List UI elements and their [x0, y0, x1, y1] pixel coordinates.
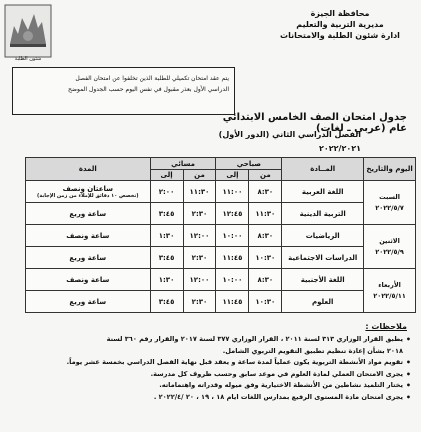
- notes-heading: ملاحظات :: [365, 322, 407, 331]
- duration-cell: ساعة وربع: [26, 203, 151, 225]
- header-evening: مسائي: [150, 158, 216, 170]
- subject-cell: اللغة الأجنبية: [282, 269, 364, 291]
- morning-to-cell: ١٠:٠٠: [216, 225, 249, 247]
- administration-logo: [4, 4, 52, 58]
- morning-from-cell: ٨:٣٠: [249, 225, 282, 247]
- table-row: [26, 269, 416, 291]
- subject-cell: اللغة العربية: [282, 181, 364, 203]
- morning-from-cell: ٨:٣٠: [249, 181, 282, 203]
- table-row: [26, 203, 416, 225]
- header-duration: المدة: [26, 158, 151, 181]
- header-administration: ادارة شئون الطلبة والامتحانات: [280, 31, 400, 40]
- header-directorate: مديرية التربية والتعليم: [296, 20, 384, 29]
- duration-cell: ساعة وربع: [26, 291, 151, 313]
- header-subject: المــادة: [282, 158, 364, 181]
- morning-to-cell: ١٢:٤٥: [216, 203, 249, 225]
- morning-to-cell: ١١:٠٠: [216, 181, 249, 203]
- day-name: الاثنين: [379, 236, 400, 245]
- day-name: الأربعاء: [378, 280, 401, 289]
- duration-cell: ساعة ونصف: [26, 225, 151, 247]
- table-row: [26, 291, 416, 313]
- morning-to-cell: ١٠:٠٠: [216, 269, 249, 291]
- notice-line-2: الدراسي الأول بعذر مقبول في نفس اليوم حسب الجدول الموضح: [68, 86, 229, 93]
- morning-to-cell: ١١:٤٥: [216, 291, 249, 313]
- evening-to-cell: ٣:٤٥: [150, 203, 183, 225]
- morning-from-cell: ١٠:٣٠: [249, 291, 282, 313]
- evening-from-cell: ٢:٣٠: [183, 247, 216, 269]
- header-block: [265, 8, 415, 41]
- duration-cell: ساعة وربع: [26, 247, 151, 269]
- morning-from-cell: ١٠:٣٠: [249, 247, 282, 269]
- header-governorate: محافظة الجيزة: [310, 9, 370, 18]
- evening-to-cell: ٣:٤٥: [150, 291, 183, 313]
- evening-to-cell: ٢:٠٠: [150, 181, 183, 203]
- duration-cell: [26, 181, 151, 203]
- schedule-year: ٢٠٢٢/٢٠٢١: [319, 144, 361, 153]
- day-cell: [364, 225, 416, 269]
- duration-text: ساعتان ونصف: [62, 184, 113, 193]
- logo-caption: شئون الطلبة: [14, 56, 42, 62]
- header-evening-from: من: [183, 170, 216, 181]
- header-morning-to: إلى: [216, 170, 249, 181]
- subject-cell: العلوم: [282, 291, 364, 313]
- evening-from-cell: ١٢:٠٠: [183, 225, 216, 247]
- subject-cell: التربية الدينية: [282, 203, 364, 225]
- day-name: السبت: [379, 192, 400, 201]
- duration-note: (تخصص ١٠ دقائق للإملاء من زمن الإجابة): [37, 192, 139, 199]
- header-evening-to: إلى: [150, 170, 183, 181]
- note-item: • يجرى الامتحان العملي لمادة العلوم في موعد سابق وحسب ظروف كل مدرسة.: [11, 369, 411, 381]
- subject-cell: الدراسات الاجتماعية: [282, 247, 364, 269]
- evening-to-cell: ١:٣٠: [150, 269, 183, 291]
- day-date: ٢٠٢٢/٥/٩: [375, 247, 404, 256]
- evening-from-cell: ٢:٣٠: [183, 203, 216, 225]
- note-item: • يختار التلميذ نشاطين من الأنشطة الاختيارية وفق ميوله وقدراته واهتماماته.: [11, 380, 411, 392]
- evening-to-cell: ١:٣٠: [150, 225, 183, 247]
- note-item: • يجرى امتحان مادة المستوى الرفيع بمدارس اللغات ايام ١٨ ، ١٩ ، ٢٠ /٢٠٢٢/٤ .: [11, 392, 411, 404]
- schedule-subtitle: الفصل الدراسي الثاني (الدور الأول): [218, 130, 361, 139]
- header-morning: صباحي: [216, 158, 282, 170]
- duration-cell: ساعة ونصف: [26, 269, 151, 291]
- morning-to-cell: ١١:٤٥: [216, 247, 249, 269]
- note-item-continuation: ٢٠١٨ بشأن إعادة تنظيم تطبيق التقويم التربوي الشامل.: [222, 346, 403, 355]
- table-row: [26, 225, 416, 247]
- notice-line-1: يتم عقد امتحان تكميلي للطلبة الذين تخلفوا عن امتحان الفصل: [75, 75, 229, 82]
- evening-to-cell: ٣:٤٥: [150, 247, 183, 269]
- notice-box: [12, 67, 235, 115]
- exam-schedule-table: [25, 157, 416, 313]
- header-day-date: اليوم والتاريخ: [364, 158, 416, 181]
- table-row: [26, 247, 416, 269]
- table-row: [26, 181, 416, 203]
- day-cell: [364, 181, 416, 225]
- day-cell: [364, 269, 416, 313]
- schedule-title: جدول امتحان الصف الخامس الابتدائي عام (عربي ـ لغات): [222, 112, 407, 134]
- day-date: ٢٠٢٢/٥/٧: [375, 203, 404, 212]
- evening-from-cell: ١١:٣٠: [183, 181, 216, 203]
- note-item: • يطبق القرار الوزاري ٣١٣ لسنة ٢٠١١ ، القرار الوزاري ٣٧٧ لسنة ٢٠١٧ والقرار رقم ٣٦٠ لسنة: [11, 334, 411, 346]
- header-morning-from: من: [249, 170, 282, 181]
- note-item: • تقويم مواد الأنشطة التربوية يكون عملياً لمدة ساعة و يعقد قبل نهاية الفصل الدراسي بخمسة عشر يوماً.: [11, 357, 411, 369]
- evening-from-cell: ٢:٣٠: [183, 291, 216, 313]
- morning-from-cell: ٨:٣٠: [249, 269, 282, 291]
- evening-from-cell: ١٢:٠٠: [183, 269, 216, 291]
- day-date: ٢٠٢٢/٥/١١: [373, 291, 406, 300]
- morning-from-cell: ١١:٣٠: [249, 203, 282, 225]
- notes-list: [11, 334, 411, 403]
- subject-cell: الرياضيات: [282, 225, 364, 247]
